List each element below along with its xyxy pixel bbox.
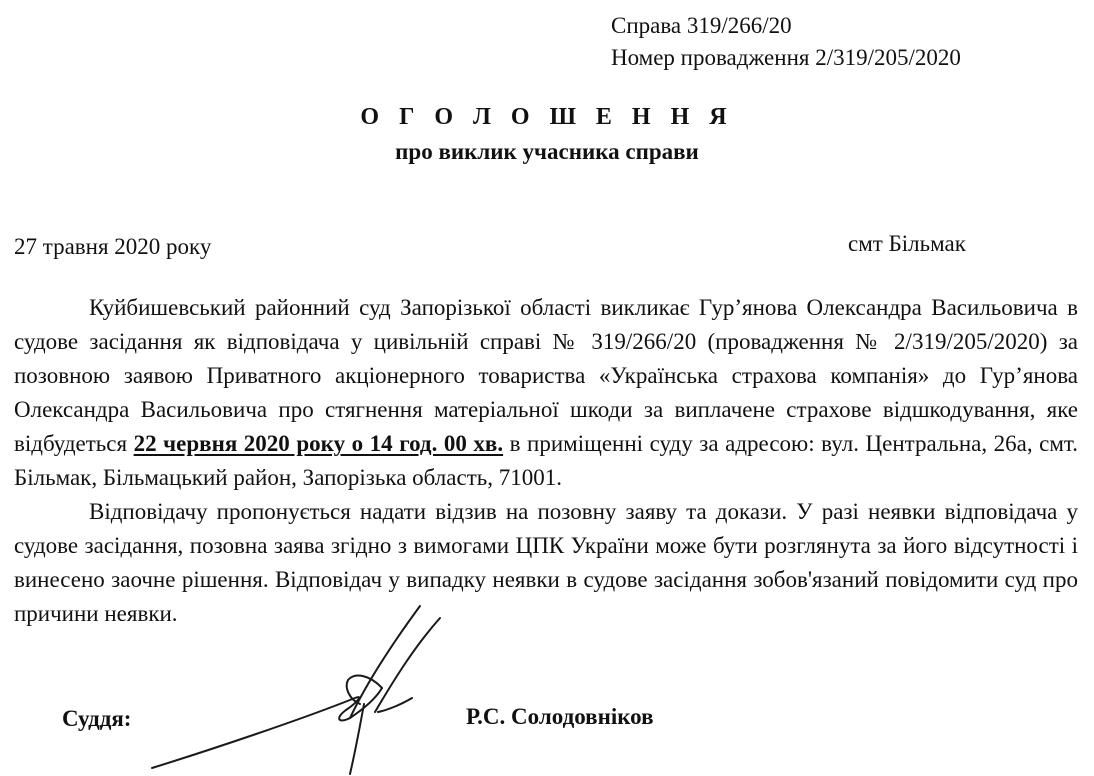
document-date: 27 травня 2020 року xyxy=(14,234,212,259)
signature-stroke-main xyxy=(152,697,359,768)
paragraph-summons-part1: Куйбишевський районний суд Запорізької області викликає Гур’янова Олександра Васильовича в судове засідання як відповідача у цивільній справі № 319/266/20 (провадження № 2/319/205/2020) за позовною заявою Приватного акціонерного товариства «Українська страхова компанія» до Гур’янова Олександра Васильовича про стягнення матеріальної шкоди за виплачене страхове відшкодування, яке відбудеться xyxy=(14,295,1078,456)
case-number: Справа 319/266/20 xyxy=(611,13,792,38)
judge-signature-image xyxy=(150,600,490,776)
case-reference-block xyxy=(611,10,961,74)
document-subtitle: про виклик учасника справи xyxy=(395,139,699,164)
signature-stroke-upstroke xyxy=(350,606,420,718)
document-place: смт Більмак xyxy=(848,231,966,256)
signature-stroke-cross xyxy=(375,618,440,712)
judge-label: Суддя: xyxy=(62,706,132,731)
proceeding-number: Номер провадження 2/319/205/2020 xyxy=(611,45,961,70)
paragraph-instructions: Відповідачу пропонується надати відзив на позовну заяву та докази. У разі неявки відповідача у судове засідання, позовна заява згідно з вимогами ЦПК України може бути розглянута за його відсутності і винесено заочне рішення. Відповідач у випадку неявки в судове засідання зобов'язаний повідомити суд про причини неявки. xyxy=(14,499,1078,626)
hearing-datetime: 22 червня 2020 року о 14 год. 00 хв. xyxy=(133,431,504,456)
document-title: О Г О Л О Ш Е Н Н Я xyxy=(360,104,734,130)
paragraph-summons-part2: в приміщенні суду за адресою: вул. Центральна, 26а, смт. Більмак, Більмацький район, Запорізька область, 71001. xyxy=(14,431,1078,490)
notice-body xyxy=(14,291,1078,631)
judge-name: Р.С. Солодовніков xyxy=(466,704,654,729)
paragraph-summons xyxy=(14,291,1078,495)
